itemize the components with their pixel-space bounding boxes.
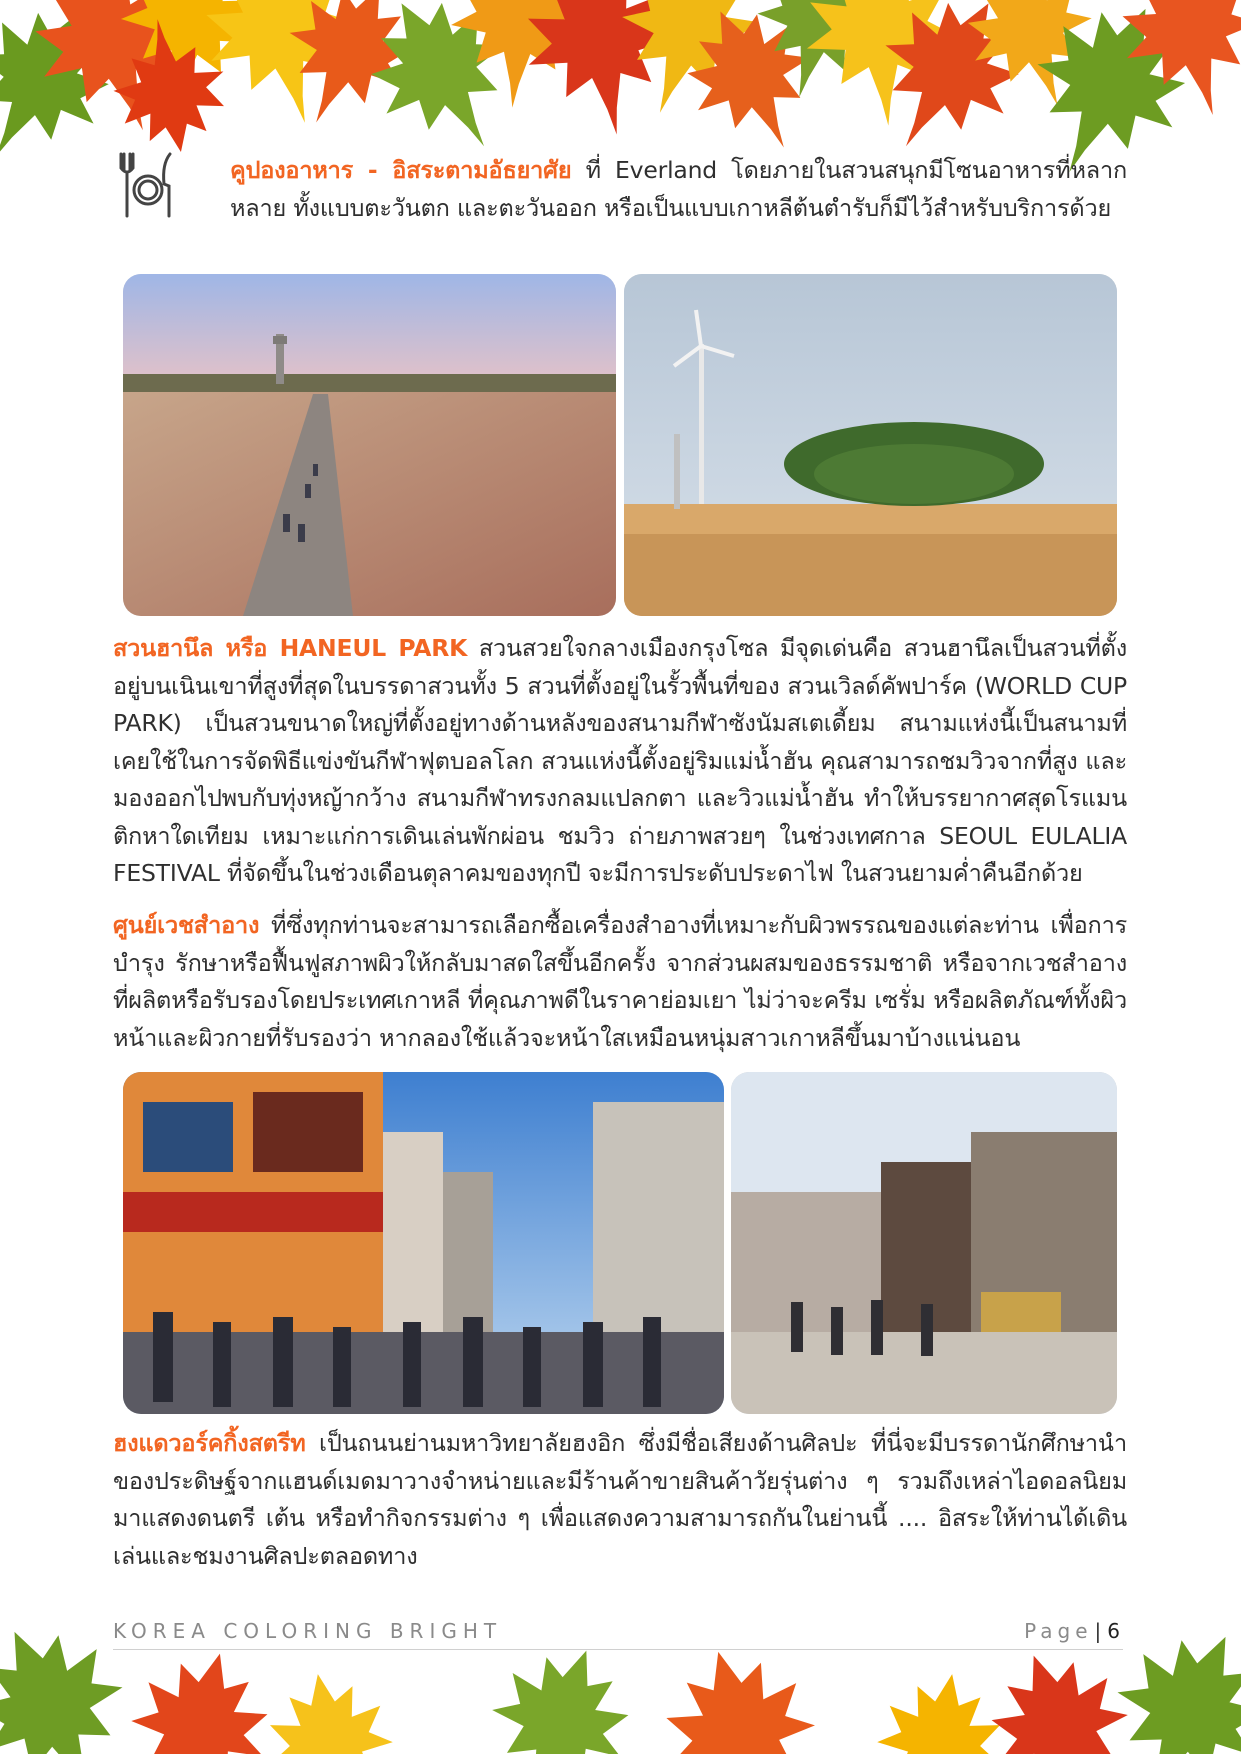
haneul-park-island-photo xyxy=(624,274,1117,616)
top-leaf-border xyxy=(0,0,1241,175)
haneul-park-paragraph xyxy=(113,630,1127,893)
cosmetics-body: ที่ซึ่งทุกท่านจะสามารถเลือกซื้อเครื่องสำอางที่เหมาะกับผิวพรรณของแต่ละท่าน เพื่อการบำรุง รักษาหรือฟื้นฟูสภาพผิวให้กลับมาสดใสขึ้นอีกครั้ง จากส่วนผสมของธรรมชาติ หรือจากเวชสำอางที่ผลิตหรือรับรองโดยประเทศเกาหลี ที่คุณภาพดีในราคาย่อมเยา ไม่ว่าจะครีม เซรั่ม หรือผลิตภัณฑ์ทั้งผิวหน้าและผิวกายที่รับรองว่า หากลองใช้แล้วจะหน้าใสเหมือนหนุ่มสาวเกาหลีขึ้นมาบ้างแน่นอน xyxy=(113,911,1127,1052)
hongdae-paragraph xyxy=(113,1425,1127,1575)
hongdae-street-shops-photo xyxy=(731,1072,1117,1414)
cosmetics-paragraph xyxy=(113,907,1127,1057)
footer-page-number: 6 xyxy=(1107,1619,1120,1643)
food-coupon-paragraph xyxy=(230,152,1127,227)
footer-page-indicator xyxy=(1024,1619,1120,1643)
hongdae-street-crowd-photo xyxy=(123,1072,724,1414)
hongdae-body: เป็นถนนย่านมหาวิทยาลัยฮงอิก ซึ่งมีชื่อเสียงด้านศิลปะ ที่นี่จะมีบรรดานักศึกษานำของประดิษฐ์จากแฮนด์เมดมาวางจำหน่ายและมีร้านค้าขายสินค้าวัยรุ่นต่าง ๆ รวมถึงเหล่าไอดอลนิยมมาแสดงดนตรี เต้น หรือทำกิจกรรมต่าง ๆ เพื่อแสดงความสามารถกันในย่านนี้ .... อิสระให้ท่านได้เดินเล่นและชมงานศิลปะตลอดทาง xyxy=(113,1429,1127,1570)
haneul-park-heading: สวนฮานึล หรือ HANEUL PARK xyxy=(113,634,468,662)
cosmetics-heading: ศูนย์เวชสำอาง xyxy=(113,911,260,939)
footer-separator: | xyxy=(1094,1619,1102,1643)
haneul-park-path-photo xyxy=(123,274,616,616)
cutlery-icon xyxy=(116,150,180,220)
food-coupon-body: ที่ Everland โดยภายในสวนสนุกมีโซนอาหารที่หลากหลาย ทั้งแบบตะวันตก และตะวันออก หรือเป็นแบบเกาหลีต้นตำรับก็มีไว้สำหรับบริการด้วย xyxy=(230,156,1127,222)
footer-brand: KOREA COLORING BRIGHT xyxy=(113,1619,503,1643)
haneul-park-body: สวนสวยใจกลางเมืองกรุงโซล มีจุดเด่นคือ สวนฮานึลเป็นสวนที่ตั้งอยู่บนเนินเขาที่สูงที่สุดในบรรดาสวนทั้ง 5 สวนที่ตั้งอยู่ในรั้วพื้นที่ของ สวนเวิลด์คัพปาร์ค (WORLD CUP PARK) เป็นสวนขนาดใหญ่ที่ตั้งอยู่ทางด้านหลังของสนามกีฬาซังนัมสเตเดี้ยม สนามแห่งนี้เป็นสนามที่เคยใช้ในการจัดพิธีแข่งขันกีฬาฟุตบอลโลก สวนแห่งนี้ตั้งอยู่ริมแม่น้ำฮัน คุณสามารถชมวิวจากที่สูง และมองออกไปพบกับทุ่งหญ้ากว้าง สนามกีฬาทรงกลมแปลกตา และวิวแม่น้ำฮัน ทำให้บรรยากาศสุดโรแมนติกหาใดเทียม เหมาะแก่การเดินเล่นพักผ่อน ชมวิว ถ่ายภาพสวยๆ ในช่วงเทศกาล SEOUL EULALIA FESTIVAL ที่จัดขึ้นในช่วงเดือนตุลาคมของทุกปี จะมีการประดับประดาไฟ ในสวนยามค่ำคืนอีกด้วย xyxy=(113,634,1127,887)
hongdae-heading: ฮงแดวอร์คกิ้งสตรีท xyxy=(113,1429,306,1457)
footer-page-label: Page xyxy=(1024,1619,1093,1643)
food-coupon-heading: คูปองอาหาร - อิสระตามอัธยาศัย xyxy=(230,156,572,184)
footer-divider xyxy=(113,1649,1123,1650)
leaf-decoration-top xyxy=(0,0,1241,175)
